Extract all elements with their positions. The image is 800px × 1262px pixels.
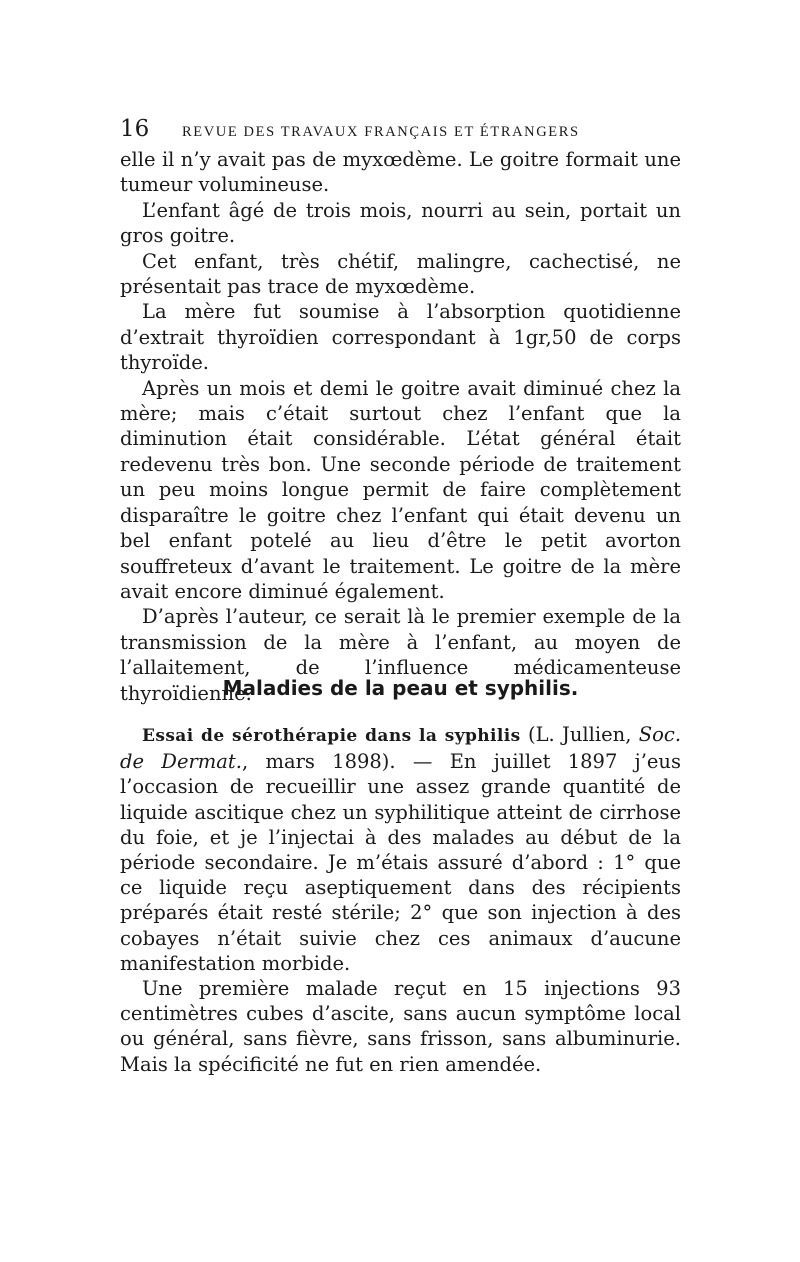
- article-title: Essai de sérothérapie dans la syphilis: [142, 726, 521, 746]
- article-paragraph: Une première malade reçut en 15 injections 93 centimètres cubes d’ascite, sans aucun symptôme local ou général, sans fièvre, sans frisson, sans albuminurie. Mais la spécificité ne fut en rien amendée.: [120, 977, 681, 1076]
- paragraph: L’enfant âgé de trois mois, nourri au sein, portait un gros goitre.: [120, 198, 681, 248]
- paragraph: Après un mois et demi le goitre avait diminué chez la mère; mais c’était surtout chez l’enfant que la diminution était considérable. L’état général était redevenu très bon. Une seconde période de traitement un peu moins longue permit de faire complètement disparaître le goitre chez l’enfant qui était devenu un bel enfant potelé au lieu d’être le petit avorton souffreteux d’avant le traitement. Le goitre de la mère avait encore diminué également.: [120, 376, 681, 603]
- citation-close: , mars 1898). —: [241, 750, 450, 774]
- page-header: [120, 116, 686, 142]
- article-paragraph: [120, 722, 681, 976]
- article-text: En juillet 1897 j’eus l’occasion de recueillir une assez grande quantité de liquide ascitique chez un syphilitique atteint de cirrhose du foie, et je l’injectai à des malades au début de la période secondaire. Je m’étais assuré d’abord : 1° que ce liquide reçu aseptiquement dans des récipients préparés était resté stérile; 2° que son injection à des cobayes n’était suivie chez ces animaux d’aucune manifestation morbide.: [120, 750, 682, 975]
- body-text: [120, 147, 681, 706]
- paragraph: elle il n’y avait pas de myxœdème. Le goitre formait une tumeur volumineuse.: [120, 148, 681, 197]
- running-head: REVUE DES TRAVAUX FRANÇAIS ET ÉTRANGERS: [182, 124, 580, 140]
- citation-open: (L. Jullien,: [520, 723, 639, 746]
- paragraph: Cet enfant, très chétif, malingre, cachectisé, ne présentait pas trace de myxœdème.: [120, 249, 681, 299]
- page-number: 16: [120, 116, 150, 142]
- paragraph: D’après l’auteur, ce serait là le premier exemple de la transmission de la mère à l’enfant, au moyen de l’allaitement, de l’influence médicamenteuse thyroïdienne.: [120, 605, 681, 705]
- section-body: [120, 722, 681, 1077]
- section-title: Maladies de la peau et syphilis.: [222, 676, 579, 700]
- paragraph: La mère fut soumise à l’absorption quotidienne d’extrait thyroïdien correspondant à 1gr,50 de corps thyroïde.: [120, 300, 681, 375]
- citation-journal: Soc. de Dermat.: [120, 723, 682, 774]
